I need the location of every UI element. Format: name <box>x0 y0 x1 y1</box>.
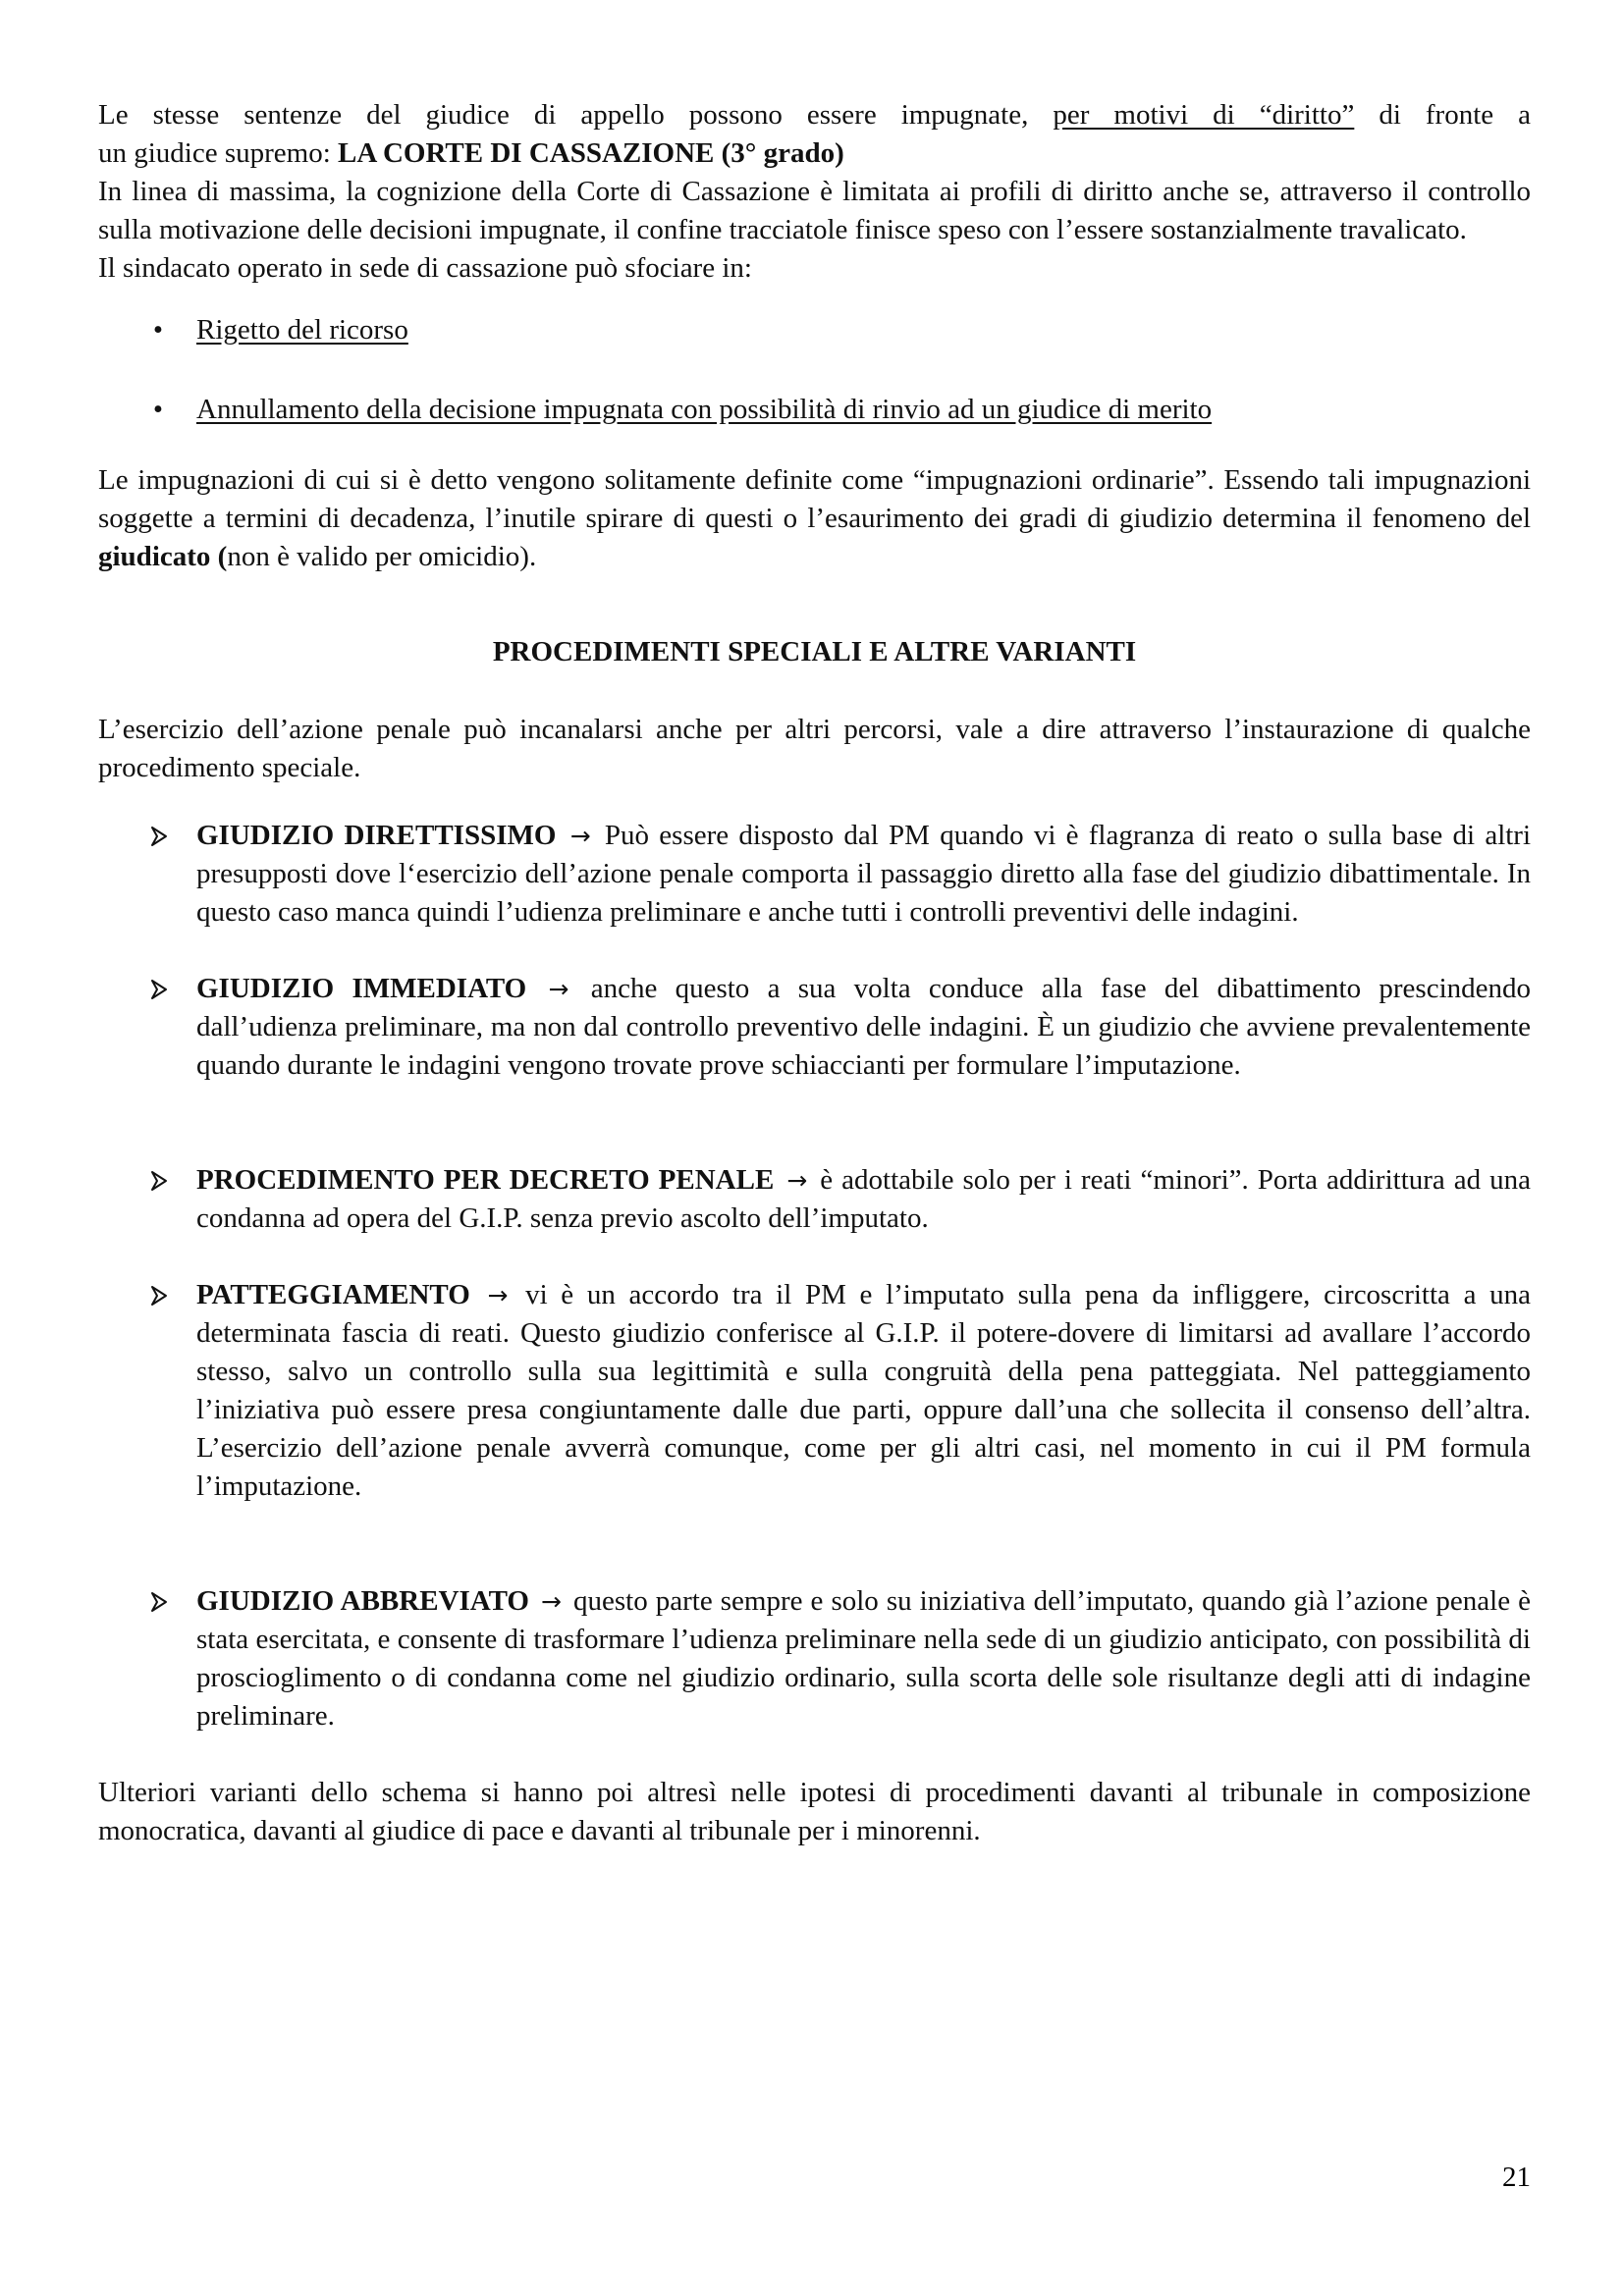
procedure-description: questo parte sempre e solo su iniziativa dell’imputato, quando già l’azione penale è stata esercitata, e consente di trasformare l’udienza preliminare nella sede di un giudizio anticipato, con possibilità di proscioglimento o di condanna come nel giudizio ordinario, sulla scorta delle sole risultanze degli atti di indagine preliminare. <box>196 1585 1532 1732</box>
procedure-title: GIUDIZIO DIRETTISSIMO <box>196 820 557 851</box>
arrowhead-bullet-icon <box>147 1161 171 1200</box>
procedure-item-decreto-penale <box>98 1161 1531 1238</box>
procedure-description: Può essere disposto dal PM quando vi è flagranza di reato o sulla base di altri presupposti dove l‘esercizio dell’azione penale comporta il passaggio diretto alla fase del giudizio dibattimentale. In questo caso manca quindi l’udienza preliminare e anche tutti i controlli preventivi delle indagini. <box>196 820 1532 928</box>
list-item-text: Rigetto del ricorso <box>196 314 408 346</box>
procedure-item-patteggiamento <box>98 1276 1531 1506</box>
paragraph-impugnazioni: Le impugnazioni di cui si è detto vengono solitamente definite come “impugnazioni ordinarie”. Essendo tali impugnazioni soggette a termini di decadenza, l’inutile spirare di questi o l’esaurimento dei gradi di giudizio determina il fenomeno del giudicato (non è valido per omicidio). <box>98 464 1531 572</box>
intro-paragraph-cognizione: In linea di massima, la cognizione della Corte di Cassazione è limitata ai profili di diritto anche se, attraverso il controllo sulla motivazione delle decisioni impugnate, il confine tracciatole finisce speso con l’essere sostanzialmente travalicato. <box>98 176 1531 245</box>
paragraph-ulteriori-varianti: Ulteriori varianti dello schema si hanno poi altresì nelle ipotesi di procedimenti davanti al tribunale in composizione monocratica, davanti al giudice di pace e davanti al tribunale per i minorenni. <box>98 1777 1531 1846</box>
list-item <box>98 391 1531 429</box>
procedure-title: GIUDIZIO ABBREVIATO <box>196 1585 529 1617</box>
paragraph-esercizio: L’esercizio dell’azione penale può incanalarsi anche per altri percorsi, vale a dire attraverso l’instaurazione di qualche procedimento speciale. <box>98 714 1531 783</box>
cassazione-outcomes-list <box>98 311 1531 429</box>
intro-line-2: un giudice supremo: LA CORTE DI CASSAZIONE (3° grado) <box>98 137 844 169</box>
procedure-description: anche questo a sua volta conduce alla fase del dibattimento prescindendo dall’udienza preliminare, ma non dal controllo preventivo delle indagini. È un giudizio che avviene prevalentemente quando durante le indagini vengono trovate prove schiaccianti per formulare l’imputazione. <box>196 973 1531 1081</box>
arrowhead-bullet-icon <box>147 970 171 1008</box>
intro-paragraph-sindacato: Il sindacato operato in sede di cassazione può sfociare in: <box>98 252 752 284</box>
procedure-title: PROCEDIMENTO PER DECRETO PENALE <box>196 1164 775 1196</box>
intro-line-1: Le stesse sentenze del giudice di appello possono essere impugnate, per motivi di “diritto” di fronte a <box>98 99 1532 131</box>
giudicato-bold: giudicato ( <box>98 541 228 572</box>
special-procedures-list <box>98 817 1531 1735</box>
diritto-underlined: per motivi di “diritto” <box>1053 99 1355 131</box>
list-item-text: Annullamento della decisione impugnata con possibilità di rinvio ad un giudice di merito <box>196 394 1213 425</box>
bullet-icon: • <box>152 394 164 425</box>
procedure-item-abbreviato <box>98 1582 1531 1735</box>
right-arrow-icon: → <box>548 975 569 1003</box>
arrowhead-bullet-icon <box>147 817 171 855</box>
section-heading: PROCEDIMENTI SPECIALI E ALTRE VARIANTI <box>492 636 1137 667</box>
right-arrow-icon: → <box>569 822 591 850</box>
right-arrow-icon: → <box>786 1166 808 1195</box>
arrowhead-bullet-icon <box>147 1582 171 1621</box>
procedure-description: vi è un accordo tra il PM e l’imputato sulla pena da infliggere, circoscritta a una determinata fascia di reati. Questo giudizio conferisce al G.I.P. il potere-dovere di limitarsi ad avallare l’accordo stesso, salvo un controllo sulla sua legittimità e sulla congruità della pena patteggiata. Nel patteggiamento l’iniziativa può essere presa congiuntamente dalle due parti, oppure dall’una che sollecita il consenso dell’altra. L’esercizio dell’azione penale avverrà comunque, come per gli altri casi, nel momento in cui il PM formula l’imputazione. <box>196 1279 1531 1502</box>
page-number: 21 <box>1502 2162 1531 2193</box>
right-arrow-icon: → <box>487 1281 509 1309</box>
right-arrow-icon: → <box>541 1587 562 1616</box>
procedure-item-direttissimo <box>98 817 1531 932</box>
corte-cassazione-bold: LA CORTE DI CASSAZIONE (3° grado) <box>338 137 844 169</box>
procedure-description: è adottabile solo per i reati “minori”. Porta addirittura ad una condanna ad opera del G.I.P. senza previo ascolto dell’imputato. <box>196 1164 1532 1234</box>
arrowhead-bullet-icon <box>147 1276 171 1314</box>
procedure-title: PATTEGGIAMENTO <box>196 1279 470 1310</box>
list-item <box>98 311 1531 349</box>
bullet-icon: • <box>152 314 164 346</box>
procedure-item-immediato <box>98 970 1531 1085</box>
procedure-title: GIUDIZIO IMMEDIATO <box>196 973 527 1004</box>
